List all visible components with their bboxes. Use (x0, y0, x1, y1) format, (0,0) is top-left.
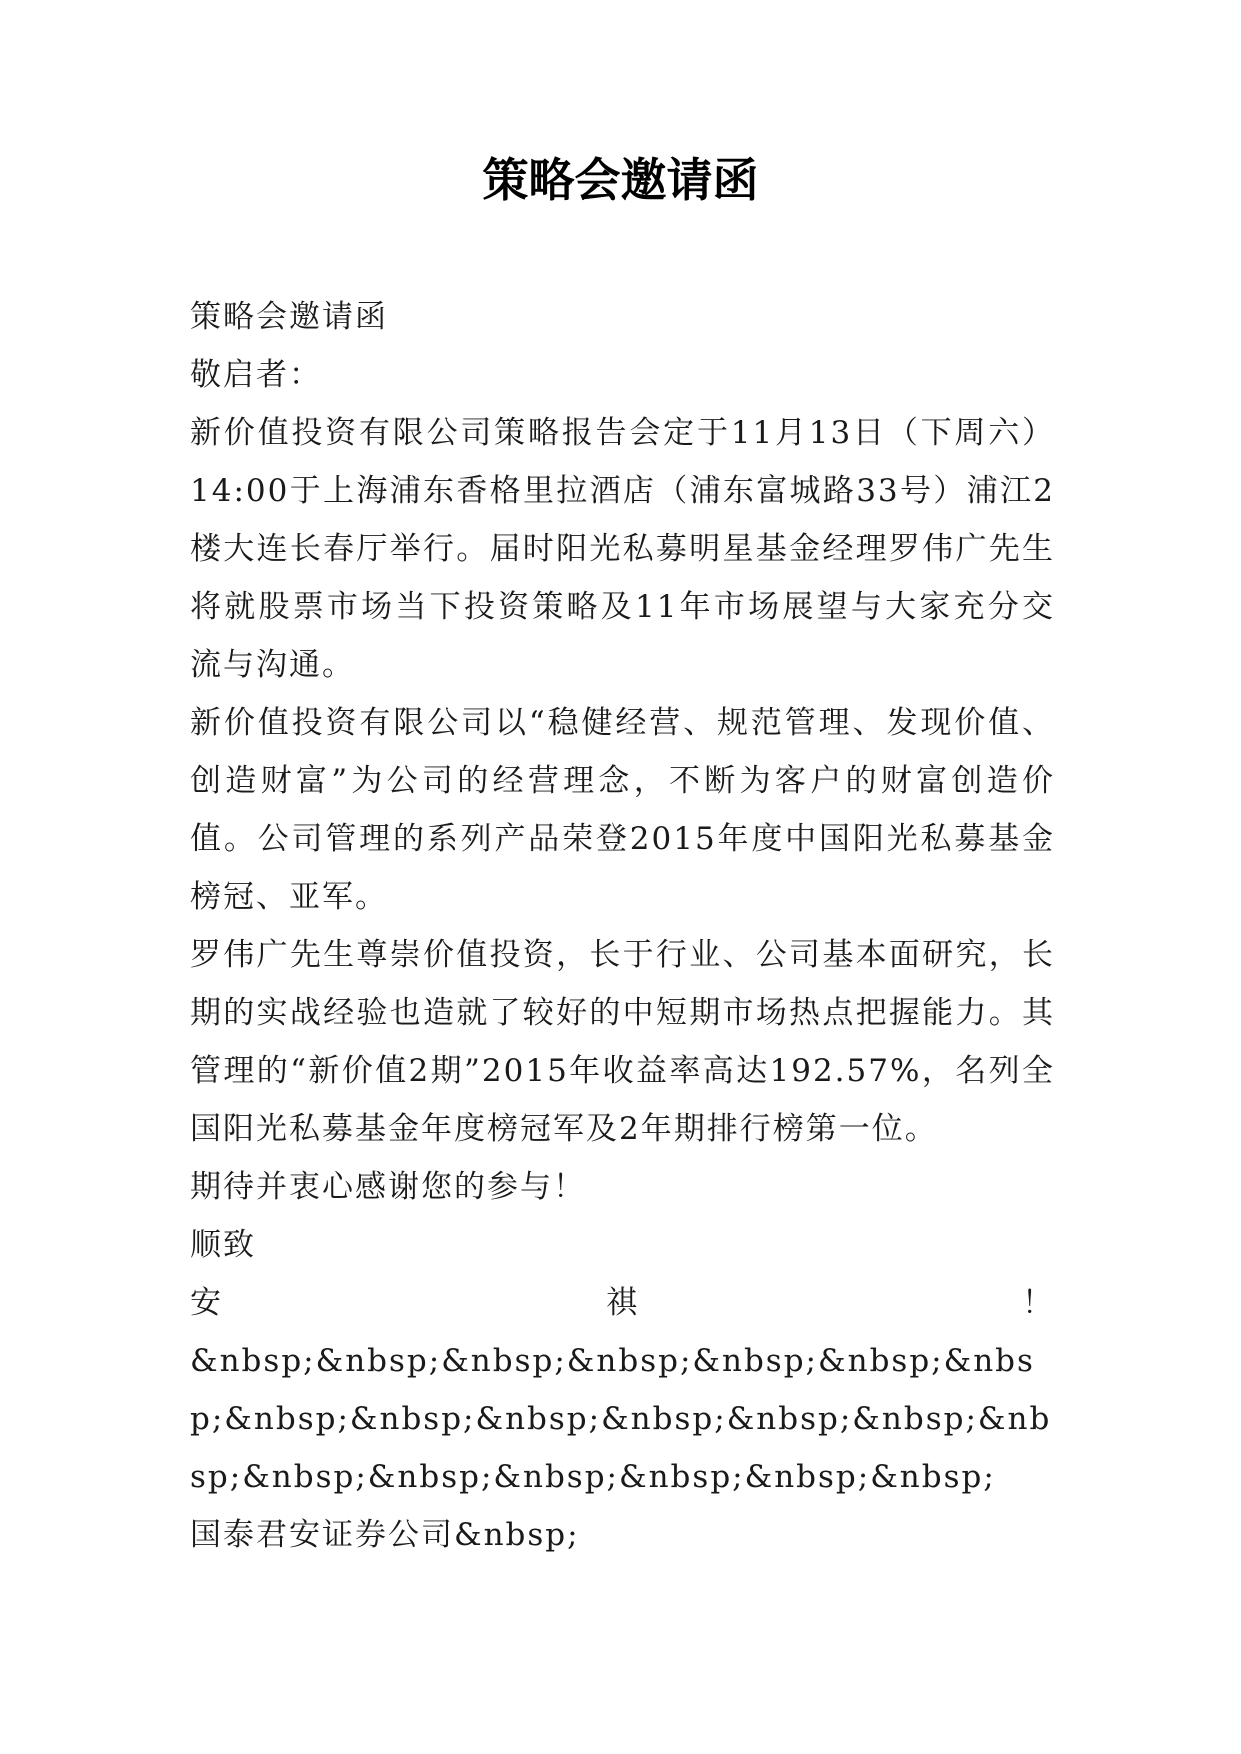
event-paragraph: 新价值投资有限公司策略报告会定于11月13日（下周六）14:00于上海浦东香格里拉酒店（浦东富城路33号）浦江2楼大连长春厅举行。届时阳光私募明星基金经理罗伟广先生将就股票市场当下投资策略及11年市场展望与大家充分交流与沟通。 (190, 415, 1055, 683)
thanks-paragraph: 期待并衷心感谢您的参与！ (190, 1169, 586, 1205)
regards-paragraph: 安祺！ (190, 1285, 1055, 1321)
manager-paragraph: 罗伟广先生尊崇价值投资，长于行业、公司基本面研究，长期的实战经验也造就了较好的中短期市场热点把握能力。其管理的“新价值2期”2015年收益率高达192.57%，名列全国阳光私募基金年度榜冠军及2年期排行榜第一位。 (190, 937, 1055, 1147)
signature-paragraph: 国泰君安证券公司&nbsp; (190, 1517, 580, 1553)
subtitle-paragraph: 策略会邀请函 (190, 299, 388, 335)
nbsp-paragraph: &nbsp;&nbsp;&nbsp;&nbsp;&nbsp;&nbsp;&nbsp;&nbsp;&nbsp;&nbsp;&nbsp;&nbsp;&nbsp;&nbsp;&nbsp;&nbsp;&nbsp;&nbsp;&nbsp;&nbsp; (190, 1343, 1052, 1495)
document-title: 策略会邀请函 (482, 153, 759, 207)
salutation-paragraph: 敬启者： (190, 357, 322, 393)
company-paragraph: 新价值投资有限公司以“稳健经营、规范管理、发现价值、创造财富”为公司的经营理念，不断为客户的财富创造价值。公司管理的系列产品荣登2015年度中国阳光私募基金榜冠、亚军。 (190, 705, 1055, 915)
closing-paragraph: 顺致 (190, 1227, 256, 1263)
document-body (190, 288, 1055, 1564)
